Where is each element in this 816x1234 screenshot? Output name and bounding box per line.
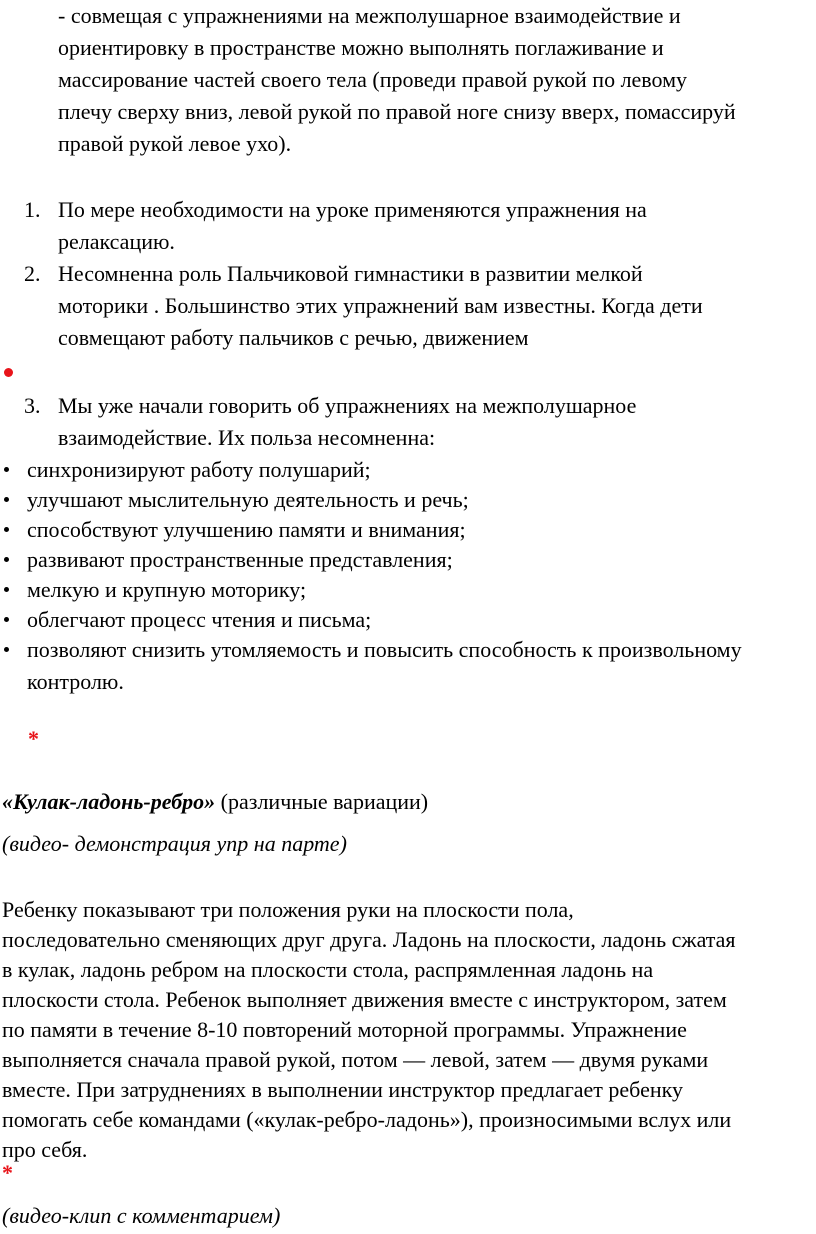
list-item-text: совмещают работу пальчиков с речью, движением	[58, 325, 529, 350]
red-bullet-icon	[4, 368, 13, 377]
list-item-text: моторики . Большинство этих упражнений вам известны. Когда дети	[58, 293, 703, 318]
intro-line: правой рукой левое ухо).	[58, 131, 292, 156]
bullet-icon	[4, 467, 9, 472]
description-line: вместе. При затруднениях в выполнении инструктор предлагает ребенку	[2, 1077, 683, 1102]
description-line: помогать себе командами («кулак-ребро-ладонь»), произносимыми вслух или	[2, 1107, 732, 1132]
exercise-title-note: (различные вариации)	[215, 789, 429, 814]
list-number: 1.	[24, 197, 41, 222]
description-line: плоскости стола. Ребенок выполняет движения вместе с инструктором, затем	[2, 987, 727, 1012]
intro-line: массирование частей своего тела (проведи правой рукой по левому	[58, 67, 688, 92]
bullet-icon	[4, 587, 9, 592]
description-line: выполняется сначала правой рукой, потом — левой, затем — двумя руками	[2, 1047, 709, 1072]
bullet-icon	[4, 617, 9, 622]
red-star-icon: *	[28, 726, 39, 751]
bullet-icon	[4, 557, 9, 562]
red-star-icon: *	[2, 1160, 13, 1185]
exercise-title: «Кулак-ладонь-ребро»	[2, 789, 216, 814]
list-item-text: Мы уже начали говорить об упражнениях на межполушарное	[58, 393, 637, 418]
intro-line: ориентировку в пространстве можно выполнять поглаживание и	[58, 35, 664, 60]
clip-note: (видео-клип с комментарием)	[2, 1203, 281, 1228]
list-item-text: взаимодействие. Их польза несомненна:	[58, 425, 436, 450]
list-item: мелкую и крупную моторику;	[27, 577, 307, 602]
list-number: 2.	[24, 261, 41, 286]
bullet-icon	[4, 497, 9, 502]
bullet-icon	[4, 527, 9, 532]
list-number: 3.	[24, 393, 41, 418]
list-item: способствуют улучшению памяти и внимания;	[27, 517, 466, 542]
description-line: последовательно сменяющих друг друга. Ладонь на плоскости, ладонь сжатая	[2, 927, 736, 952]
exercise-heading	[2, 786, 428, 818]
bullet-icon	[4, 647, 9, 652]
list-item-continuation: контролю.	[27, 669, 124, 694]
intro-line: плечу сверху вниз, левой рукой по правой ноге снизу вверх, помассируй	[58, 99, 736, 124]
list-item: позволяют снизить утомляемость и повысить способность к произвольному	[27, 637, 742, 662]
intro-line: - совмещая с упражнениями на межполушарное взаимодействие и	[58, 3, 681, 28]
list-item-text: релаксацию.	[58, 229, 175, 254]
description-line: по памяти в течение 8-10 повторений моторной программы. Упражнение	[2, 1017, 687, 1042]
list-item-text: По мере необходимости на уроке применяются упражнения на	[58, 197, 647, 222]
description-line: в кулак, ладонь ребром на плоскости стола, распрямленная ладонь на	[2, 957, 654, 982]
description-line: Ребенку показывают три положения руки на плоскости пола,	[2, 897, 574, 922]
list-item: развивают пространственные представления;	[27, 547, 453, 572]
list-item: синхронизируют работу полушарий;	[27, 457, 371, 482]
description-line: про себя.	[2, 1137, 88, 1162]
list-item: облегчают процесс чтения и письма;	[27, 607, 372, 632]
list-item: улучшают мыслительную деятельность и речь;	[27, 487, 469, 512]
list-item-text: Несомненна роль Пальчиковой гимнастики в развитии мелкой	[58, 261, 643, 286]
video-note: (видео- демонстрация упр на парте)	[2, 831, 347, 856]
